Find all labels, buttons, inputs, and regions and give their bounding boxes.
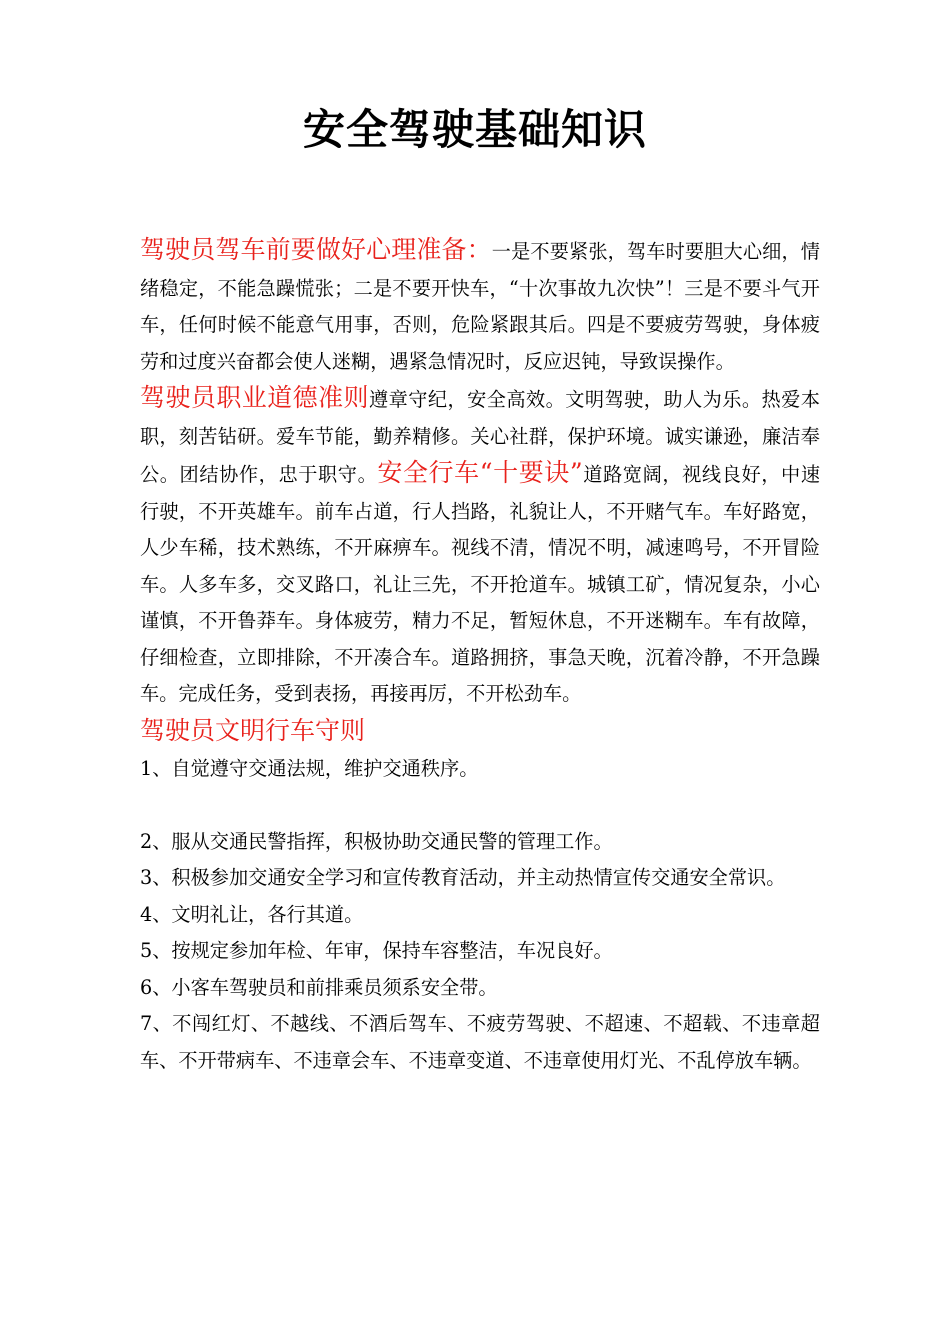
page-title: 安全驾驶基础知识 [302, 105, 647, 154]
heading-civilized-driving-paragraph [140, 713, 820, 752]
heading-civilized-driving: 驾驶员文明行车守则 [140, 715, 366, 745]
list-item: 2、服从交通民警指挥，积极协助交通民警的管理工作。 [140, 829, 613, 853]
document-body [140, 232, 820, 1079]
text-ten-tips: 道路宽阔，视线良好，中速行驶，不开英雄车。前车占道，行人挡路，礼貌让人，不开赌气车。车好路宽，人少车稀，技术熟练，不开麻痹车。视线不清，情况不明，减速鸣号，不开冒险车。人多车多，交叉路口，礼让三先，不开抢道车。城镇工矿，情况复杂，小心谨慎，不开鲁莽车。身体疲劳，精力不足，暂短休息，不开迷糊车。车有故障，仔细检查，立即排除，不开凑合车。道路拥挤，事急天晚，沉着冷静，不开急躁车。完成任务，受到表扬，再接再厉，不开松劲车。 [140, 463, 821, 705]
heading-ten-tips: 安全行车“十要诀” [377, 458, 583, 487]
text-ethics: 遵章守纪，安全高效。文明驾驶，助人为乐。热爱本职，刻苦钻研。爱车节能，勤养精修。关心社群，保护环境。诚实谦逊，廉洁奉公。团结协作，忠于职守。 [140, 388, 820, 486]
list-item: 6、小客车驾驶员和前排乘员须系安全带。 [140, 975, 498, 999]
paragraph-ethics [140, 380, 820, 713]
list-item: 1、自觉遵守交通法规，维护交通秩序。 [140, 757, 479, 780]
list-item: 7、不闯红灯、不越线、不酒后驾车、不疲劳驾驶、不超速、不超载、不违章超车、不开带病车、不违章会车、不违章变道、不违章使用灯光、不乱停放车辆。 [140, 1012, 820, 1072]
list-item: 3、积极参加交通安全学习和宣传教育活动，并主动热情宣传交通安全常识。 [140, 866, 786, 889]
heading-mental-preparation: 驾驶员驾车前要做好心理准备： [140, 235, 492, 264]
rules-list [140, 751, 820, 1079]
list-item: 5、按规定参加年检、年审，保持车容整洁，车况良好。 [140, 939, 613, 962]
heading-ethics: 驾驶员职业道德准则 [140, 383, 369, 412]
spacer [140, 788, 820, 824]
list-item: 4、文明礼让，各行其道。 [140, 902, 364, 926]
text-mental-preparation: 一是不要紧张，驾车时要胆大心细，情绪稳定，不能急躁慌张；二是不要开快车，“十次事故九次快”！三是不要斗气开车，任何时候不能意气用事，否则，危险紧跟其后。四是不要疲劳驾驶，身体疲劳和过度兴奋都会使人迷糊，遇紧急情况时，反应迟钝，导致误操作。 [140, 240, 820, 373]
paragraph-mental-preparation [140, 232, 820, 380]
